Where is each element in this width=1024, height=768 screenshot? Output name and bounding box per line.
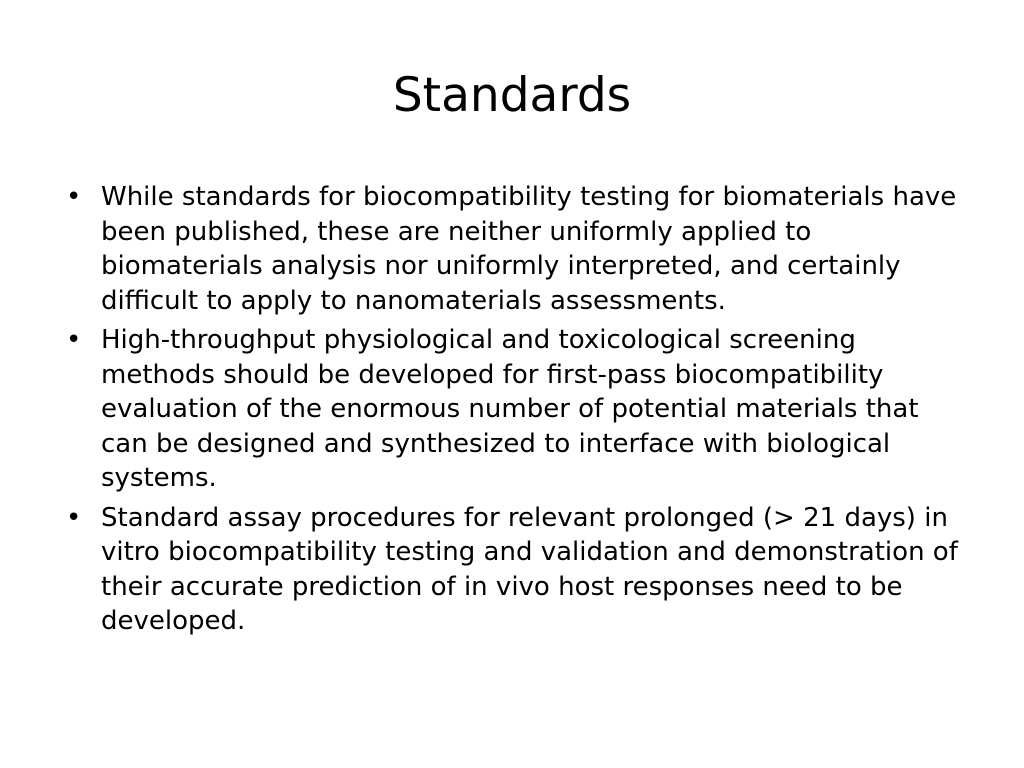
bullet-dot-icon: • <box>66 325 82 355</box>
bullet-item <box>60 180 964 318</box>
bullet-text: High-throughput physiological and toxicological screening methods should be developed for first-pass biocompatibility evaluation of the enormous number of potential materials that can be designed and synthesized to interface with biological systems. <box>101 325 919 493</box>
bullet-dot-icon: • <box>66 502 82 533</box>
bullet-item <box>60 323 964 496</box>
bullet-dot-icon: • <box>66 182 82 212</box>
bullet-item <box>60 501 964 639</box>
slide-title: Standards <box>392 68 632 123</box>
bullet-text: While standards for biocompatibility testing for biomaterials have been published, these are neither uniformly applied to biomaterials analysis nor uniformly interpreted, and certainly difficult to apply to nanomaterials assessments. <box>101 182 957 316</box>
bullet-text: Standard assay procedures for relevant prolonged (> 21 days) in vitro biocompatibility testing and validation and demonstration of their accurate prediction of in vivo host responses need to be developed. <box>101 502 958 636</box>
bullet-list <box>60 180 964 644</box>
